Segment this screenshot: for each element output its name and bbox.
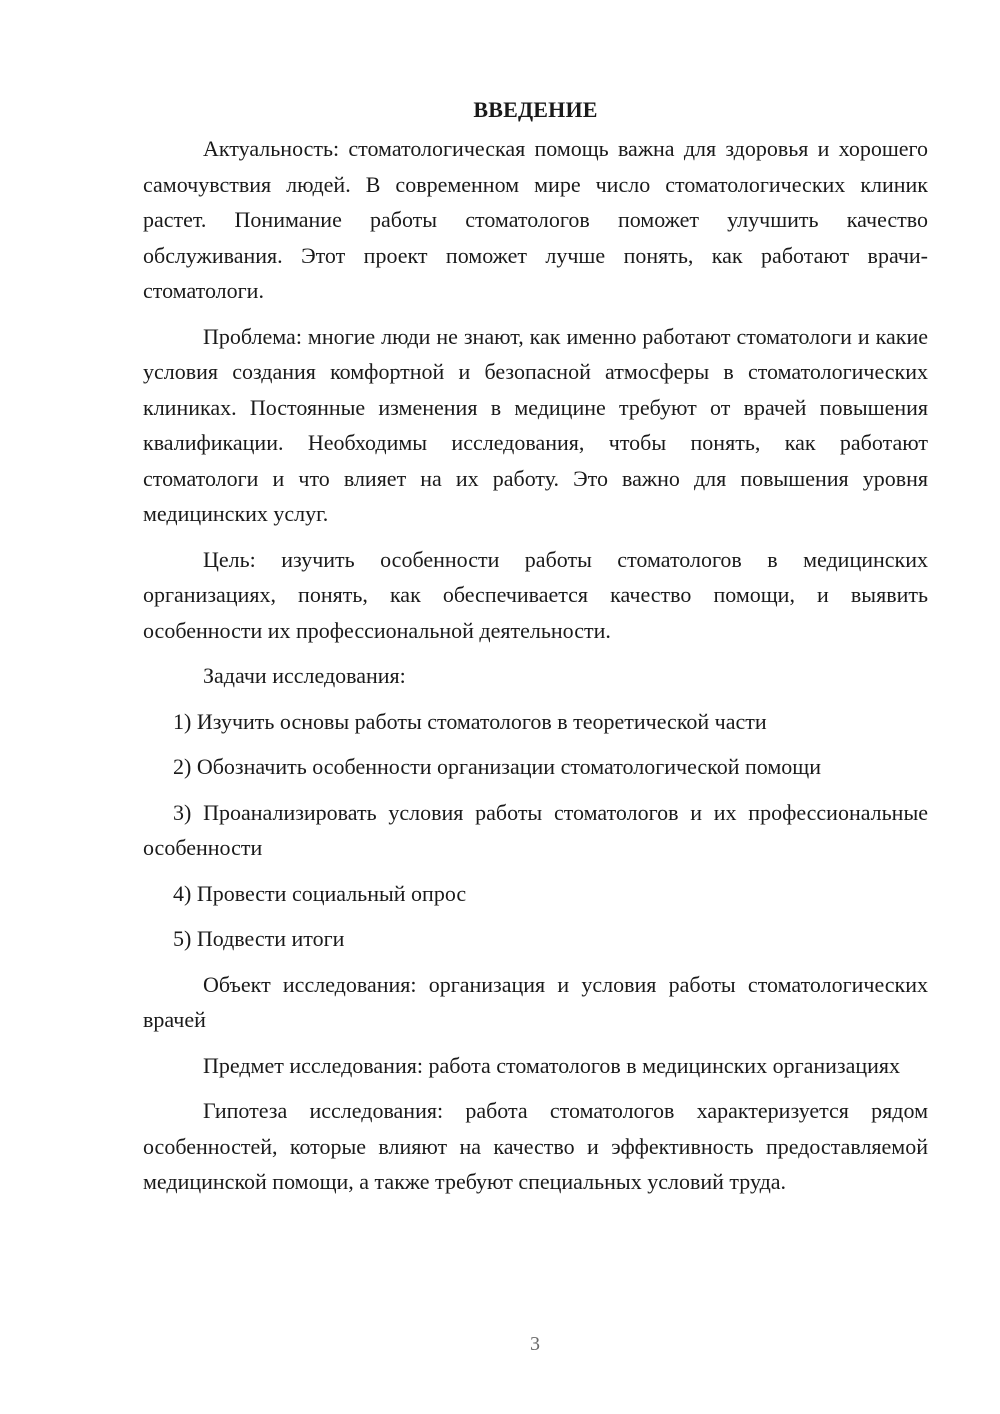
document-page <box>143 92 928 1210</box>
object-paragraph: Объект исследования: организация и условия работы стоматологических врачей <box>143 971 928 1032</box>
goal-paragraph: Цель: изучить особенности работы стоматологов в медицинских организациях, понять, как обеспечивается качество помощи, и выявить особенности их профессиональной деятельности. <box>143 546 928 643</box>
hypothesis-paragraph: Гипотеза исследования: работа стоматологов характеризуется рядом особенностей, которые влияют на качество и эффективность предоставляемой медицинской помощи, а также требуют специальных условий труда. <box>143 1098 928 1194</box>
tasks-title: Задачи исследования: <box>203 663 406 688</box>
page-number: 3 <box>530 1333 540 1355</box>
subject-paragraph: Предмет исследования: работа стоматологов в медицинских организациях <box>203 1052 901 1078</box>
problem-paragraph: Проблема: многие люди не знают, как именно работают стоматологи и какие условия создания комфортной и безопасной атмосферы в стоматологических клиниках. Постоянные изменения в медицине требуют от врачей повышения квалификации. Необходимы исследования, чтобы понять, как работают стоматологи и что влияет на их работу. Это важно для повышения уровня медицинских услуг. <box>143 323 928 526</box>
task-item-1: 1) Изучить основы работы стоматологов в теоретической части <box>173 708 767 734</box>
task-item-2: 2) Обозначить особенности организации стоматологической помощи <box>173 754 822 779</box>
relevance-paragraph: Актуальность: стоматологическая помощь важна для здоровья и хорошего самочувствия людей. В современном мире число стоматологических клиник растет. Понимание работы стоматологов поможет улучшить качество обслуживания. Этот проект поможет лучше понять, как работают врачи-стоматологи. <box>143 136 928 303</box>
task-item-3: 3) Проанализировать условия работы стоматологов и их профессиональные особенности <box>143 799 928 860</box>
task-item-4: 4) Провести социальный опрос <box>173 880 467 906</box>
task-item-5: 5) Подвести итоги <box>173 926 345 951</box>
page-title: ВВЕДЕНИЕ <box>473 97 598 122</box>
